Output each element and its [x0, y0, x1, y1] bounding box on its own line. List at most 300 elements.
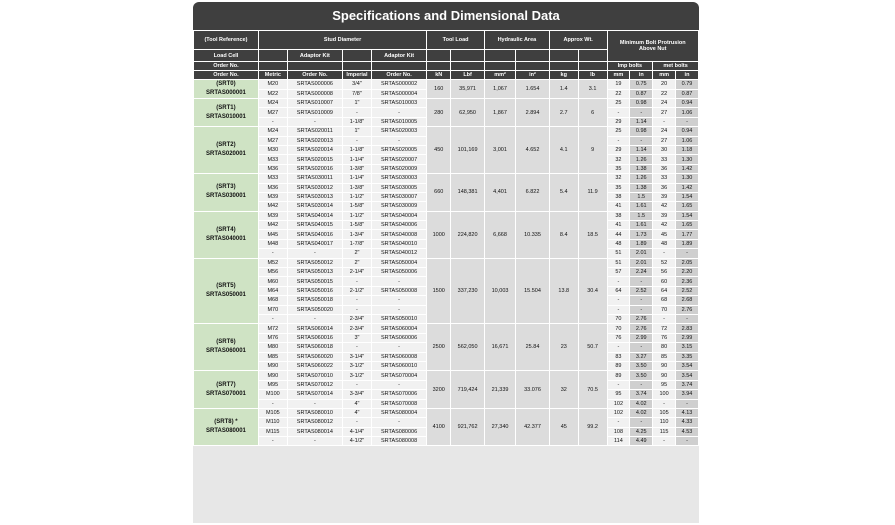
imp-mm: 64	[607, 286, 630, 295]
adaptor-order-metric: -	[287, 249, 342, 258]
metric: M36	[258, 164, 287, 173]
metric: M52	[258, 258, 287, 267]
adaptor-order-metric: -	[287, 437, 342, 446]
imp-in: -	[630, 418, 653, 427]
header-in2: in²	[516, 71, 550, 80]
load-cell-order-no: SRTAS060001	[205, 348, 246, 355]
spec-kn: 160	[427, 80, 451, 99]
tool-reference: (SRT3)	[216, 184, 236, 191]
met-mm: -	[653, 117, 676, 126]
imperial: 1"	[343, 99, 372, 108]
header-adaptor-order-no: Order No.	[371, 71, 426, 80]
met-mm: 85	[653, 352, 676, 361]
met-in: 3.94	[676, 390, 699, 399]
spec-lbf: 148,381	[451, 174, 485, 212]
metric: M85	[258, 352, 287, 361]
header-stud-diameter: Stud Diameter	[258, 31, 426, 50]
spec-kn: 4100	[427, 408, 451, 446]
adaptor-order-imperial: SRTAS040008	[371, 230, 426, 239]
met-in: 1.18	[676, 145, 699, 154]
spec-lb: 99.2	[578, 408, 607, 446]
metric: M22	[258, 89, 287, 99]
header-blank	[549, 62, 578, 71]
adaptor-order-metric: SRTAS050013	[287, 268, 342, 277]
met-mm: 105	[653, 408, 676, 417]
spec-kn: 1500	[427, 258, 451, 324]
adaptor-order-imperial: -	[371, 108, 426, 117]
met-in: 2.52	[676, 286, 699, 295]
imp-mm: 29	[607, 117, 630, 126]
imp-in: 4.02	[630, 408, 653, 417]
adaptor-order-imperial: SRTAS020003	[371, 127, 426, 136]
imp-mm: 44	[607, 230, 630, 239]
adaptor-order-imperial: SRTAS040010	[371, 239, 426, 248]
adaptor-order-metric: SRTAS050020	[287, 305, 342, 314]
met-in: 1.77	[676, 230, 699, 239]
imp-in: 1.61	[630, 202, 653, 211]
load-cell-order-no: SRTAS020001	[205, 151, 246, 158]
adaptor-order-metric: SRTAS030011	[287, 174, 342, 183]
imperial: 3-3/4"	[343, 390, 372, 399]
spec-kg: 13.8	[549, 258, 578, 324]
imp-in: 1.38	[630, 183, 653, 192]
adaptor-order-imperial: SRTAS050004	[371, 258, 426, 267]
adaptor-order-metric: SRTAS070014	[287, 390, 342, 399]
metric: M39	[258, 192, 287, 201]
met-mm: 64	[653, 286, 676, 295]
adaptor-order-imperial: SRTAS020009	[371, 164, 426, 173]
adaptor-order-metric: SRTAS080012	[287, 418, 342, 427]
spec-lb: 9	[578, 127, 607, 174]
table-row	[194, 211, 699, 220]
imp-mm: 22	[607, 89, 630, 99]
spec-kg: 1.4	[549, 80, 578, 99]
imp-mm: -	[607, 343, 630, 352]
header-lb: lb	[578, 71, 607, 80]
spec-kn: 450	[427, 127, 451, 174]
imperial: 1"	[343, 127, 372, 136]
imp-in: -	[630, 380, 653, 389]
tool-reference-cell	[194, 324, 259, 371]
imp-in: 2.52	[630, 286, 653, 295]
met-in: -	[676, 117, 699, 126]
spec-lb: 30.4	[578, 258, 607, 324]
imp-in: -	[630, 136, 653, 145]
header-blank	[343, 50, 372, 62]
spec-table	[193, 30, 699, 446]
imp-mm: 38	[607, 211, 630, 220]
imperial: 4-1/2"	[343, 437, 372, 446]
imperial: -	[343, 380, 372, 389]
table-row	[194, 127, 699, 136]
spec-lbf: 921,762	[451, 408, 485, 446]
imp-mm: -	[607, 108, 630, 117]
spec-lb: 18.5	[578, 211, 607, 258]
imperial: 3/4"	[343, 80, 372, 90]
adaptor-order-metric: SRTAS040016	[287, 230, 342, 239]
spec-in2: 6.822	[516, 174, 550, 212]
adaptor-order-metric: SRTAS070010	[287, 371, 342, 380]
spec-mm2: 27,340	[484, 408, 515, 446]
imp-mm: 35	[607, 164, 630, 173]
adaptor-order-imperial: SRTAS010003	[371, 99, 426, 108]
load-cell-order-no: SRTAS030001	[205, 193, 246, 200]
spec-mm2: 4,401	[484, 174, 515, 212]
table-row	[194, 408, 699, 417]
adaptor-order-metric: SRTAS060014	[287, 324, 342, 333]
imp-mm: 114	[607, 437, 630, 446]
adaptor-order-imperial: -	[371, 305, 426, 314]
spec-lbf: 62,950	[451, 99, 485, 127]
spec-kn: 2500	[427, 324, 451, 371]
header-metric: Metric	[258, 71, 287, 80]
tool-reference: (SRT5)	[216, 283, 236, 289]
table-body	[194, 80, 699, 446]
tool-reference: (SRT8) *	[214, 419, 238, 426]
imperial: -	[343, 418, 372, 427]
imp-in: 1.14	[630, 117, 653, 126]
met-mm: 27	[653, 108, 676, 117]
adaptor-order-metric: SRTAS020015	[287, 155, 342, 164]
spec-in2: 33.076	[516, 371, 550, 409]
metric: M115	[258, 427, 287, 436]
adaptor-order-imperial: SRTAS070004	[371, 371, 426, 380]
imperial: 1-1/2"	[343, 211, 372, 220]
met-mm: 33	[653, 174, 676, 183]
imp-in: 2.24	[630, 268, 653, 277]
adaptor-order-imperial: SRTAS010005	[371, 117, 426, 126]
header-blank	[451, 50, 485, 62]
header-kg: kg	[549, 71, 578, 80]
spec-in2: 1.654	[516, 80, 550, 99]
imp-mm: 57	[607, 268, 630, 277]
met-in: 1.54	[676, 211, 699, 220]
header-blank	[427, 62, 451, 71]
adaptor-order-imperial: SRTAS030005	[371, 183, 426, 192]
met-in: 4.33	[676, 418, 699, 427]
met-mm: -	[653, 399, 676, 408]
adaptor-order-imperial: SRTAS050008	[371, 286, 426, 295]
imperial: 3"	[343, 333, 372, 342]
spec-kg: 23	[549, 324, 578, 371]
tool-reference-cell	[194, 174, 259, 212]
adaptor-order-metric: SRTAS080014	[287, 427, 342, 436]
met-in: 0.79	[676, 80, 699, 90]
header-blank	[516, 50, 550, 62]
met-mm: 27	[653, 136, 676, 145]
adaptor-order-imperial: -	[371, 380, 426, 389]
met-in: 1.42	[676, 183, 699, 192]
met-mm: 70	[653, 305, 676, 314]
met-in: 1.06	[676, 108, 699, 117]
imp-in: 4.02	[630, 399, 653, 408]
imperial: -	[343, 108, 372, 117]
load-cell-order-no: SRTAS000001	[205, 90, 246, 96]
spec-mm2: 1,867	[484, 99, 515, 127]
metric: M24	[258, 127, 287, 136]
met-mm: 39	[653, 192, 676, 201]
spec-lbf: 719,424	[451, 371, 485, 409]
imp-in: 3.50	[630, 361, 653, 370]
header-blank	[451, 62, 485, 71]
adaptor-order-imperial: SRTAS000002	[371, 80, 426, 90]
table-row	[194, 324, 699, 333]
met-in: 3.35	[676, 352, 699, 361]
header-met-in: in	[676, 71, 699, 80]
imperial: 4-1/4"	[343, 427, 372, 436]
metric: M72	[258, 324, 287, 333]
metric: M30	[258, 145, 287, 154]
imp-in: 1.89	[630, 239, 653, 248]
adaptor-order-metric: SRTAS030014	[287, 202, 342, 211]
header-adaptor-kit: Adaptor Kit	[371, 50, 426, 62]
header-blank	[258, 50, 287, 62]
imp-in: 1.26	[630, 155, 653, 164]
imperial: 1-1/4"	[343, 155, 372, 164]
header-met-mm: mm	[653, 71, 676, 80]
imp-in: -	[630, 343, 653, 352]
spec-lb: 70.5	[578, 371, 607, 409]
metric: M80	[258, 343, 287, 352]
adaptor-order-imperial: SRTAS020007	[371, 155, 426, 164]
met-in: 0.94	[676, 127, 699, 136]
met-in: 2.05	[676, 258, 699, 267]
adaptor-order-imperial: SRTAS040004	[371, 211, 426, 220]
tool-reference: (SRT1)	[216, 104, 236, 111]
header-met-bolts: met bolts	[653, 62, 699, 71]
imp-mm: 41	[607, 202, 630, 211]
met-in: 3.74	[676, 380, 699, 389]
met-mm: 60	[653, 277, 676, 286]
metric: M20	[258, 80, 287, 90]
header-min-bolt-protrusion: Minimum Bolt Protrusion Above Nut	[607, 31, 698, 62]
spec-in2: 15.504	[516, 258, 550, 324]
met-mm: 30	[653, 145, 676, 154]
imperial: 1-5/8"	[343, 202, 372, 211]
table-row	[194, 174, 699, 183]
imperial: 1-3/4"	[343, 230, 372, 239]
imp-in: 2.01	[630, 258, 653, 267]
header-load-cell: Load Cell	[194, 50, 259, 62]
metric: M64	[258, 286, 287, 295]
imp-in: -	[630, 108, 653, 117]
metric: M36	[258, 183, 287, 192]
metric: M42	[258, 202, 287, 211]
table-title: Specifications and Dimensional Data	[193, 2, 699, 30]
spec-lb: 3.1	[578, 80, 607, 99]
imp-mm: 70	[607, 324, 630, 333]
imperial: 3-1/4"	[343, 352, 372, 361]
met-in: 3.54	[676, 361, 699, 370]
spec-lbf: 224,820	[451, 211, 485, 258]
load-cell-order-no: SRTAS050001	[205, 292, 246, 298]
adaptor-order-metric: SRTAS010007	[287, 99, 342, 108]
imp-in: 1.5	[630, 211, 653, 220]
adaptor-order-metric: SRTAS070012	[287, 380, 342, 389]
imp-in: 1.14	[630, 145, 653, 154]
imp-mm: 102	[607, 399, 630, 408]
spec-in2: 42.377	[516, 408, 550, 446]
adaptor-order-imperial: SRTAS020005	[371, 145, 426, 154]
imp-mm: 41	[607, 221, 630, 230]
metric: -	[258, 117, 287, 126]
met-in: 4.53	[676, 427, 699, 436]
tool-reference-cell	[194, 258, 259, 324]
met-mm: 36	[653, 164, 676, 173]
adaptor-order-imperial: -	[371, 418, 426, 427]
met-in: -	[676, 249, 699, 258]
imp-mm: 76	[607, 333, 630, 342]
imperial: 4"	[343, 399, 372, 408]
met-mm: -	[653, 249, 676, 258]
met-in: 0.87	[676, 89, 699, 99]
imp-mm: -	[607, 380, 630, 389]
tool-reference: (SRT6)	[216, 339, 236, 346]
imp-in: 1.5	[630, 192, 653, 201]
imp-mm: 48	[607, 239, 630, 248]
adaptor-order-metric: SRTAS060022	[287, 361, 342, 370]
met-mm: 56	[653, 268, 676, 277]
imp-in: -	[630, 305, 653, 314]
tool-reference-cell	[194, 127, 259, 174]
imp-in: 4.49	[630, 437, 653, 446]
adaptor-order-imperial: SRTAS050006	[371, 268, 426, 277]
met-in: 1.65	[676, 202, 699, 211]
imperial: 2-1/2"	[343, 286, 372, 295]
imperial: 3-1/2"	[343, 371, 372, 380]
header-imp-mm: mm	[607, 71, 630, 80]
header-approx-wt: Approx Wt.	[549, 31, 607, 50]
adaptor-order-imperial: SRTAS060006	[371, 333, 426, 342]
met-mm: 36	[653, 183, 676, 192]
table-row	[194, 80, 699, 90]
met-in: 1.30	[676, 174, 699, 183]
imp-in: 2.76	[630, 314, 653, 323]
load-cell-order-no: SRTAS040001	[205, 235, 246, 242]
metric: M95	[258, 380, 287, 389]
spec-kg: 4.1	[549, 127, 578, 174]
metric: M24	[258, 99, 287, 108]
metric: -	[258, 437, 287, 446]
spec-lbf: 337,230	[451, 258, 485, 324]
adaptor-order-imperial: SRTAS060010	[371, 361, 426, 370]
spec-in2: 10.335	[516, 211, 550, 258]
header-blank	[578, 50, 607, 62]
header-blank	[578, 62, 607, 71]
header-blank	[484, 50, 515, 62]
header-blank	[287, 62, 342, 71]
metric: M76	[258, 333, 287, 342]
adaptor-order-imperial: SRTAS030009	[371, 202, 426, 211]
header-tool-reference: (Tool Reference)	[194, 31, 259, 50]
spec-kn: 660	[427, 174, 451, 212]
imp-in: 0.98	[630, 99, 653, 108]
imp-mm: -	[607, 277, 630, 286]
spec-in2: 25.84	[516, 324, 550, 371]
adaptor-order-metric: SRTAS000006	[287, 80, 342, 90]
spec-mm2: 21,339	[484, 371, 515, 409]
met-mm: 42	[653, 202, 676, 211]
met-in: 2.68	[676, 296, 699, 305]
imperial: 1-1/8"	[343, 145, 372, 154]
met-mm: 22	[653, 89, 676, 99]
adaptor-order-metric: -	[287, 117, 342, 126]
spec-in2: 4.652	[516, 127, 550, 174]
tool-reference: (SRT7)	[216, 381, 236, 388]
adaptor-order-imperial: SRTAS080006	[371, 427, 426, 436]
adaptor-order-metric: SRTAS010009	[287, 108, 342, 117]
metric: M60	[258, 277, 287, 286]
met-mm: 48	[653, 239, 676, 248]
imperial: 1-5/8"	[343, 221, 372, 230]
tool-reference: (SRT0)	[216, 81, 236, 87]
imperial: -	[343, 136, 372, 145]
spec-mm2: 1,067	[484, 80, 515, 99]
imp-in: 1.61	[630, 221, 653, 230]
header-imp-bolts: Imp bolts	[607, 62, 653, 71]
spec-kn: 1000	[427, 211, 451, 258]
met-in: 1.42	[676, 164, 699, 173]
spec-lb: 6	[578, 99, 607, 127]
metric: M27	[258, 108, 287, 117]
met-in: 4.13	[676, 408, 699, 417]
metric: M105	[258, 408, 287, 417]
met-in: 1.54	[676, 192, 699, 201]
tool-reference: (SRT4)	[216, 226, 236, 233]
met-in: 2.76	[676, 305, 699, 314]
met-in: -	[676, 437, 699, 446]
met-in: 2.83	[676, 324, 699, 333]
spec-lb: 50.7	[578, 324, 607, 371]
header-blank	[371, 62, 426, 71]
metric: M27	[258, 136, 287, 145]
tool-reference-cell	[194, 99, 259, 127]
met-mm: 68	[653, 296, 676, 305]
imp-in: 2.99	[630, 333, 653, 342]
met-mm: -	[653, 437, 676, 446]
met-mm: 52	[653, 258, 676, 267]
imp-in: -	[630, 277, 653, 286]
table-row	[194, 258, 699, 267]
imp-mm: -	[607, 418, 630, 427]
tool-reference-cell	[194, 371, 259, 409]
imp-in: 1.73	[630, 230, 653, 239]
header-order-no: Order No.	[194, 71, 259, 80]
imp-mm: -	[607, 296, 630, 305]
imp-in: 0.98	[630, 127, 653, 136]
adaptor-order-imperial: SRTAS060004	[371, 324, 426, 333]
tool-reference-cell	[194, 80, 259, 99]
load-cell-order-no: SRTAS070001	[205, 390, 246, 397]
imp-mm: -	[607, 136, 630, 145]
spec-kg: 5.4	[549, 174, 578, 212]
imp-mm: -	[607, 305, 630, 314]
imp-in: 1.26	[630, 174, 653, 183]
metric: M33	[258, 174, 287, 183]
spec-mm2: 16,671	[484, 324, 515, 371]
met-in: -	[676, 314, 699, 323]
imperial: -	[343, 277, 372, 286]
imperial: 2-3/4"	[343, 314, 372, 323]
imp-in: -	[630, 296, 653, 305]
adaptor-order-metric: SRTAS050018	[287, 296, 342, 305]
adaptor-order-metric: -	[287, 399, 342, 408]
header-adaptor-order-no: Order No.	[287, 71, 342, 80]
spec-kg: 8.4	[549, 211, 578, 258]
spec-lb: 11.9	[578, 174, 607, 212]
header-tool-load: Tool Load	[427, 31, 485, 50]
met-mm: 45	[653, 230, 676, 239]
